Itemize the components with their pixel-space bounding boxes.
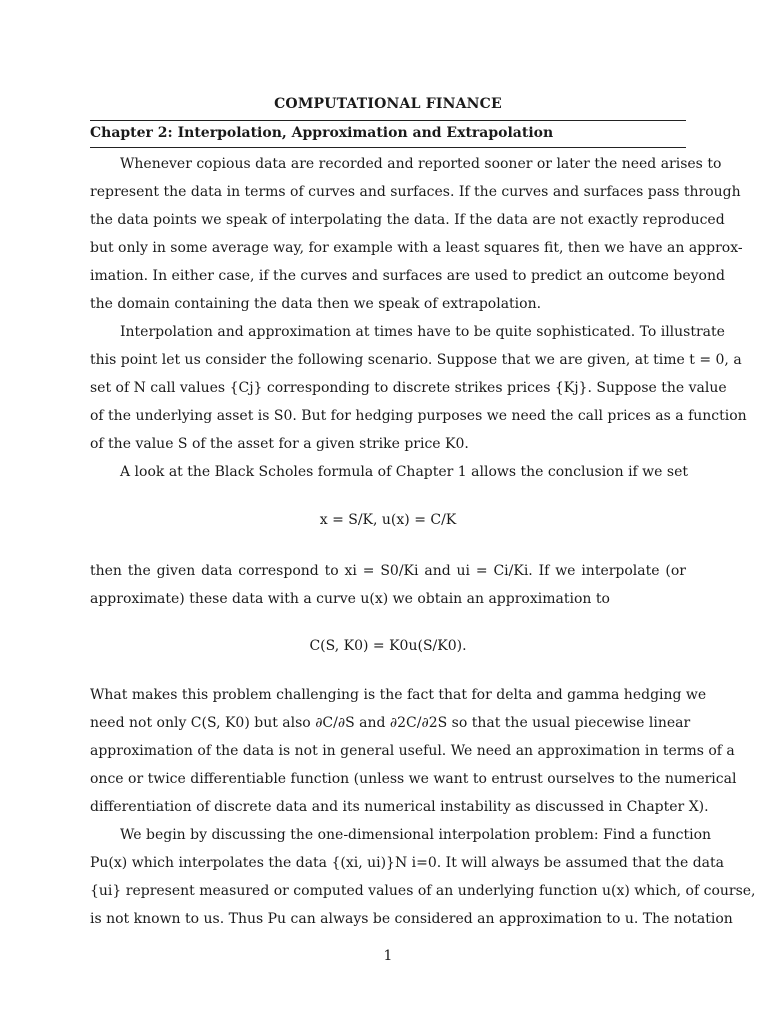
paragraph6-line: We begin by discussing the one-dimensional interpolation problem: Find a function bbox=[120, 827, 712, 843]
paragraph3-line: A look at the Black Scholes formula of Chapter 1 allows the conclusion if we set bbox=[120, 464, 688, 480]
paragraph6-line: is not known to us. Thus Pu can always be considered an approximation to u. The notation bbox=[90, 911, 733, 927]
paragraph4-line: approximate) these data with a curve u(x) we obtain an approximation to bbox=[90, 591, 610, 607]
paragraph4-line: then the given data correspond to xi = S0/Ki and ui = Ci/Ki. If we interpolate (or bbox=[90, 563, 686, 579]
paragraph6-line: Pu(x) which interpolates the data {(xi, ui)}N i=0. It will always be assumed that the data bbox=[90, 855, 724, 871]
title-rule-bottom bbox=[90, 147, 686, 148]
equation-1: x = S/K, u(x) = C/K bbox=[319, 512, 457, 528]
paragraph5-line: differentiation of discrete data and its numerical instability as discussed in Chapter X). bbox=[90, 799, 709, 815]
equation-2: C(S, K0) = K0u(S/K0). bbox=[309, 638, 467, 654]
paragraph5-line: approximation of the data is not in general useful. We need an approximation in terms of a bbox=[90, 743, 735, 759]
paragraph6-line: {ui} represent measured or computed values of an underlying function u(x) which, of course, bbox=[90, 883, 756, 899]
paragraph2-line: Interpolation and approximation at times have to be quite sophisticated. To illustrate bbox=[120, 324, 725, 340]
document-title: COMPUTATIONAL FINANCE bbox=[274, 96, 502, 112]
page-number: 1 bbox=[383, 948, 393, 964]
paragraph5-line: once or twice differentiable function (unless we want to entrust ourselves to the numerical bbox=[90, 771, 737, 787]
title-rule-top bbox=[90, 120, 686, 121]
paragraph1-line: the data points we speak of interpolating the data. If the data are not exactly reproduced bbox=[90, 212, 725, 228]
paragraph2-line: of the value S of the asset for a given strike price K0. bbox=[90, 436, 469, 452]
paragraph1-line: Whenever copious data are recorded and reported sooner or later the need arises to bbox=[120, 156, 722, 172]
paragraph2-line: set of N call values {Cj} corresponding to discrete strikes prices {Kj}. Suppose the value bbox=[90, 380, 727, 396]
chapter-heading: Chapter 2: Interpolation, Approximation and Extrapolation bbox=[90, 125, 554, 141]
paragraph1-line: but only in some average way, for example with a least squares fit, then we have an approx- bbox=[90, 240, 743, 256]
paragraph5-line: What makes this problem challenging is the fact that for delta and gamma hedging we bbox=[90, 687, 707, 703]
paragraph5-line: need not only C(S, K0) but also ∂C/∂S and ∂2C/∂2S so that the usual piecewise linear bbox=[90, 715, 691, 731]
paragraph1-line: imation. In either case, if the curves and surfaces are used to predict an outcome beyond bbox=[90, 268, 725, 284]
paragraph2-line: of the underlying asset is S0. But for hedging purposes we need the call prices as a function bbox=[90, 408, 747, 424]
paragraph1-line: the domain containing the data then we speak of extrapolation. bbox=[90, 296, 542, 312]
paragraph2-line: this point let us consider the following scenario. Suppose that we are given, at time t = 0, a bbox=[90, 352, 742, 368]
paragraph1-line: represent the data in terms of curves and surfaces. If the curves and surfaces pass through bbox=[90, 184, 741, 200]
